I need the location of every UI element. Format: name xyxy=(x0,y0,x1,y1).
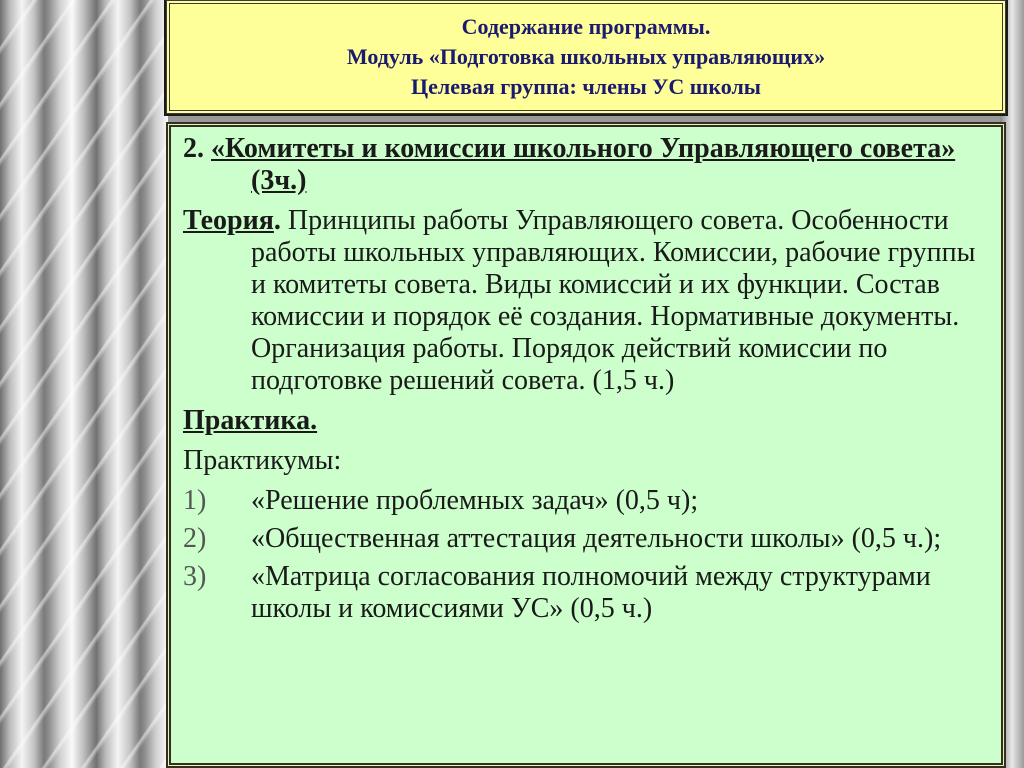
theory-paragraph xyxy=(183,205,987,397)
theory-label: Теория xyxy=(183,205,274,236)
section-number: 2. xyxy=(183,133,211,164)
list-item xyxy=(183,561,987,625)
slide-header xyxy=(166,0,1006,114)
list-item-text: «Матрица согласования полномочий между структурами школы и комиссиями УС» (0,5 ч.) xyxy=(251,561,931,624)
list-item-text: «Общественная аттестация деятельности школы» (0,5 ч.); xyxy=(251,523,942,554)
theory-text: Принципы работы Управляющего совета. Особенности работы школьных управляющих. Комиссии, рабочие группы и комитеты совета. Виды комиссий и их функции. Состав комиссии и порядок её создания. Нормативные документы. Организация работы. Порядок действий комиссии по подготовке решений совета. (1,5 ч.) xyxy=(251,205,976,396)
section-title: «Комитеты и комиссии школьного Управляющего совета» (3ч.) xyxy=(211,133,956,196)
header-module: Модуль «Подготовка школьных управляющих» xyxy=(346,44,826,69)
list-item xyxy=(183,485,987,517)
list-item-number: 2) xyxy=(183,523,207,554)
decorative-pillars xyxy=(0,0,168,768)
list-item-text: «Решение проблемных задач» (0,5 ч); xyxy=(251,485,699,516)
theory-dot: . xyxy=(273,205,281,236)
practice-intro: Практикумы: xyxy=(183,445,342,476)
section-heading xyxy=(183,133,987,197)
list-item xyxy=(183,523,987,555)
list-item-number: 3) xyxy=(183,561,207,592)
practice-label: Практика. xyxy=(183,405,318,436)
header-target-group: Целевая группа: члены УС школы xyxy=(411,74,761,99)
header-title: Содержание программы. xyxy=(461,14,711,39)
slide-content xyxy=(166,122,1006,768)
list-item-number: 1) xyxy=(183,485,207,516)
